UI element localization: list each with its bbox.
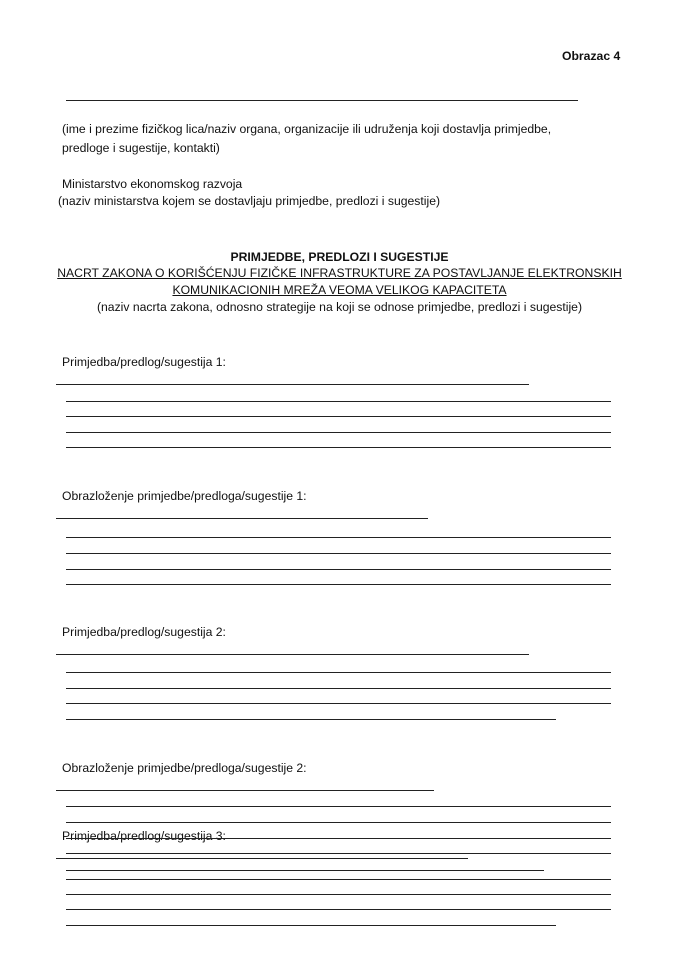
section-1-line[interactable] <box>66 416 611 417</box>
section-1-label: Primjedba/predlog/sugestija 1: <box>62 355 226 369</box>
ministry-caption: (naziv ministarstva kojem se dostavljaju primjedbe, predlozi i sugestije) <box>58 194 441 208</box>
section-1-line[interactable] <box>66 432 611 433</box>
law-caption: (naziv nacrta zakona, odnosno strategije na koji se odnose primjedbe, predlozi i sugestije) <box>96 300 583 314</box>
section-4-first-line[interactable] <box>56 790 434 791</box>
law-title-line1: NACRT ZAKONA O KORIŠĆENJU FIZIČKE INFRASTRUKTURE ZA POSTAVLJANJE ELEKTRONSKIH <box>57 266 622 280</box>
section-5-label: Primjedba/predlog/sugestija 3: <box>62 829 226 843</box>
section-3-line[interactable] <box>66 719 556 720</box>
ministry-name: Ministarstvo ekonomskog razvoja <box>62 177 243 191</box>
form-number: Obrazac 4 <box>562 49 621 63</box>
section-2-line[interactable] <box>66 584 611 585</box>
section-1-first-line[interactable] <box>56 384 529 385</box>
section-5-line[interactable] <box>66 870 544 871</box>
section-5-line[interactable] <box>66 894 611 895</box>
section-4-label: Obrazloženje primjedbe/predloga/sugestije 2: <box>62 761 307 775</box>
section-1-line[interactable] <box>66 447 611 448</box>
section-2-label: Obrazloženje primjedbe/predloga/sugestije 1: <box>62 489 307 503</box>
section-5-first-line[interactable] <box>56 858 468 859</box>
section-3-line[interactable] <box>66 688 611 689</box>
document-title: PRIMJEDBE, PREDLOZI I SUGESTIJE <box>230 250 449 264</box>
section-3-line[interactable] <box>66 703 611 704</box>
submitter-caption-line2: predloge i sugestije, kontakti) <box>62 141 220 155</box>
section-5-line[interactable] <box>66 853 611 854</box>
section-2-line[interactable] <box>66 537 611 538</box>
submitter-line[interactable] <box>66 100 578 101</box>
section-2-line[interactable] <box>66 569 611 570</box>
section-4-line[interactable] <box>66 822 611 823</box>
section-4-line[interactable] <box>66 806 611 807</box>
section-1-line[interactable] <box>66 401 611 402</box>
section-5-line[interactable] <box>66 838 611 839</box>
section-3-line[interactable] <box>66 672 611 673</box>
section-2-first-line[interactable] <box>56 518 428 519</box>
section-5-line[interactable] <box>66 909 611 910</box>
section-3-label: Primjedba/predlog/sugestija 2: <box>62 625 226 639</box>
section-3-first-line[interactable] <box>56 654 529 655</box>
section-2-line[interactable] <box>66 553 611 554</box>
section-5-line[interactable] <box>66 925 556 926</box>
section-5-line[interactable] <box>66 879 611 880</box>
law-title-line2: KOMUNIKACIONIH MREŽA VEOMA VELIKOG KAPACITETA <box>172 283 507 297</box>
submitter-caption-line1: (ime i prezime fizičkog lica/naziv organa, organizacije ili udruženja koji dostavlja primjedbe, <box>62 122 552 136</box>
